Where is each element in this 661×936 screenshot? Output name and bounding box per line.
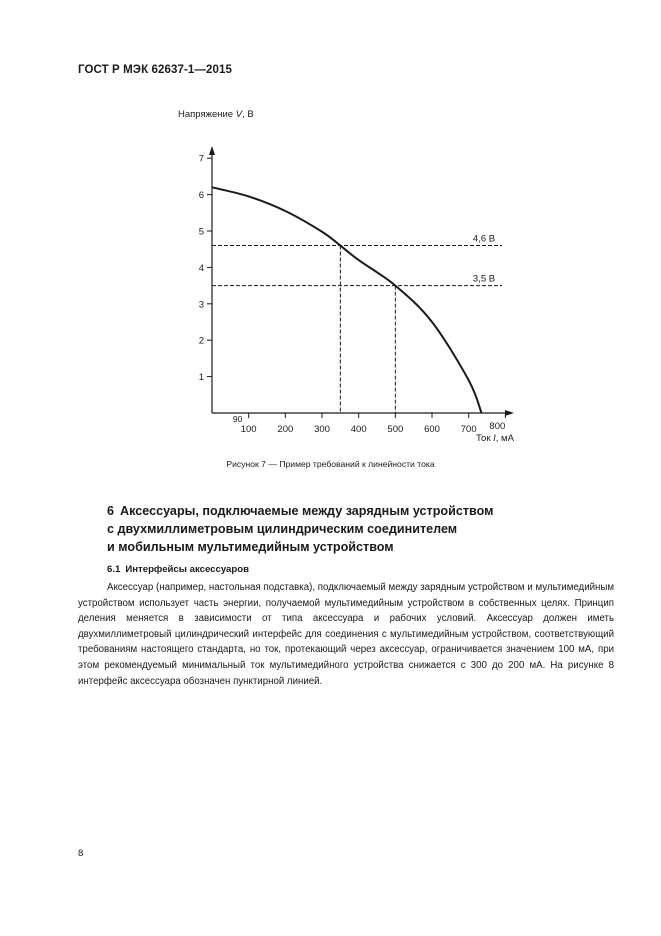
voltage-current-curve [212,187,482,413]
x-tick-label: 600 [424,424,440,435]
x-tick-label: 100 [240,424,257,435]
x-tick-label: 400 [350,424,367,435]
section-title-line-1: Аксессуары, подключаемые между зарядным устройством [120,504,494,518]
subsection-number: 6.1 [107,564,121,575]
x-tick-label: 700 [460,424,477,435]
figure-caption: Рисунок 7 — Пример требований к линейности тока [226,459,435,469]
section-heading [107,502,577,556]
y-tick-label: 6 [198,190,204,202]
reference-line-label: 3,5 В [472,273,496,285]
chart-series [212,187,482,413]
section-number: 6 [107,504,115,518]
x-extra-tick-label: 90 [232,414,243,424]
section-title-line-2: с двухмиллиметровым цилиндрическим соединителем [107,522,458,536]
y-tick-label: 2 [198,335,204,347]
x-axis-label: Ток I, мА [476,433,514,444]
x-tick-label: 300 [314,424,330,435]
section-title-line-3: и мобильным мультимедийным устройством [107,540,394,554]
chart-reference-lines [212,234,502,413]
subsection-title: Интерфейсы аксессуаров [125,564,250,575]
x-tick-label: 200 [277,424,294,435]
y-axis-arrow [209,146,215,155]
body-paragraph: Аксессуар (например, настольная подставка), подключаемый между зарядным устройством и мультимедийным устройством использует часть энергии, получаемой мультимедийным устройством в собственных целях. Принцип деления меняется в зависимости от типа аксессуара и рабочих условий. Аксессуар должен иметь двухмиллиметровый цилиндрический интерфейс для соединения с мультимедийным устройством, соответствующий требованиям настоящего стандарта, но ток, протекающий через аксессуар, ограничивается значением 100 мА, при этом рекомендуемый минимальный ток мультимедийного устройства снижается с 300 до 200 мА. На рисунке 8 интерфейс аксессуара обозначен пунктирной линией. [78,582,614,687]
reference-line-label: 4,6 В [472,233,496,245]
y-axis-label: Напряжение V, В [178,109,254,120]
y-tick-label: 3 [198,299,204,311]
chart-labels [178,109,515,444]
y-tick-label: 1 [198,372,204,384]
y-tick-label: 7 [198,153,204,165]
page-number: 8 [78,848,84,859]
x-tick-label: 500 [387,424,404,435]
y-tick-label: 4 [198,262,204,274]
document-header-title: ГОСТ Р МЭК 62637-1—2015 [78,64,232,76]
y-tick-label: 5 [198,226,204,238]
subsection-heading [107,564,249,575]
x-tick-label: 800 [489,421,506,432]
chart-axes [209,146,514,416]
x-axis-arrow [505,410,514,416]
